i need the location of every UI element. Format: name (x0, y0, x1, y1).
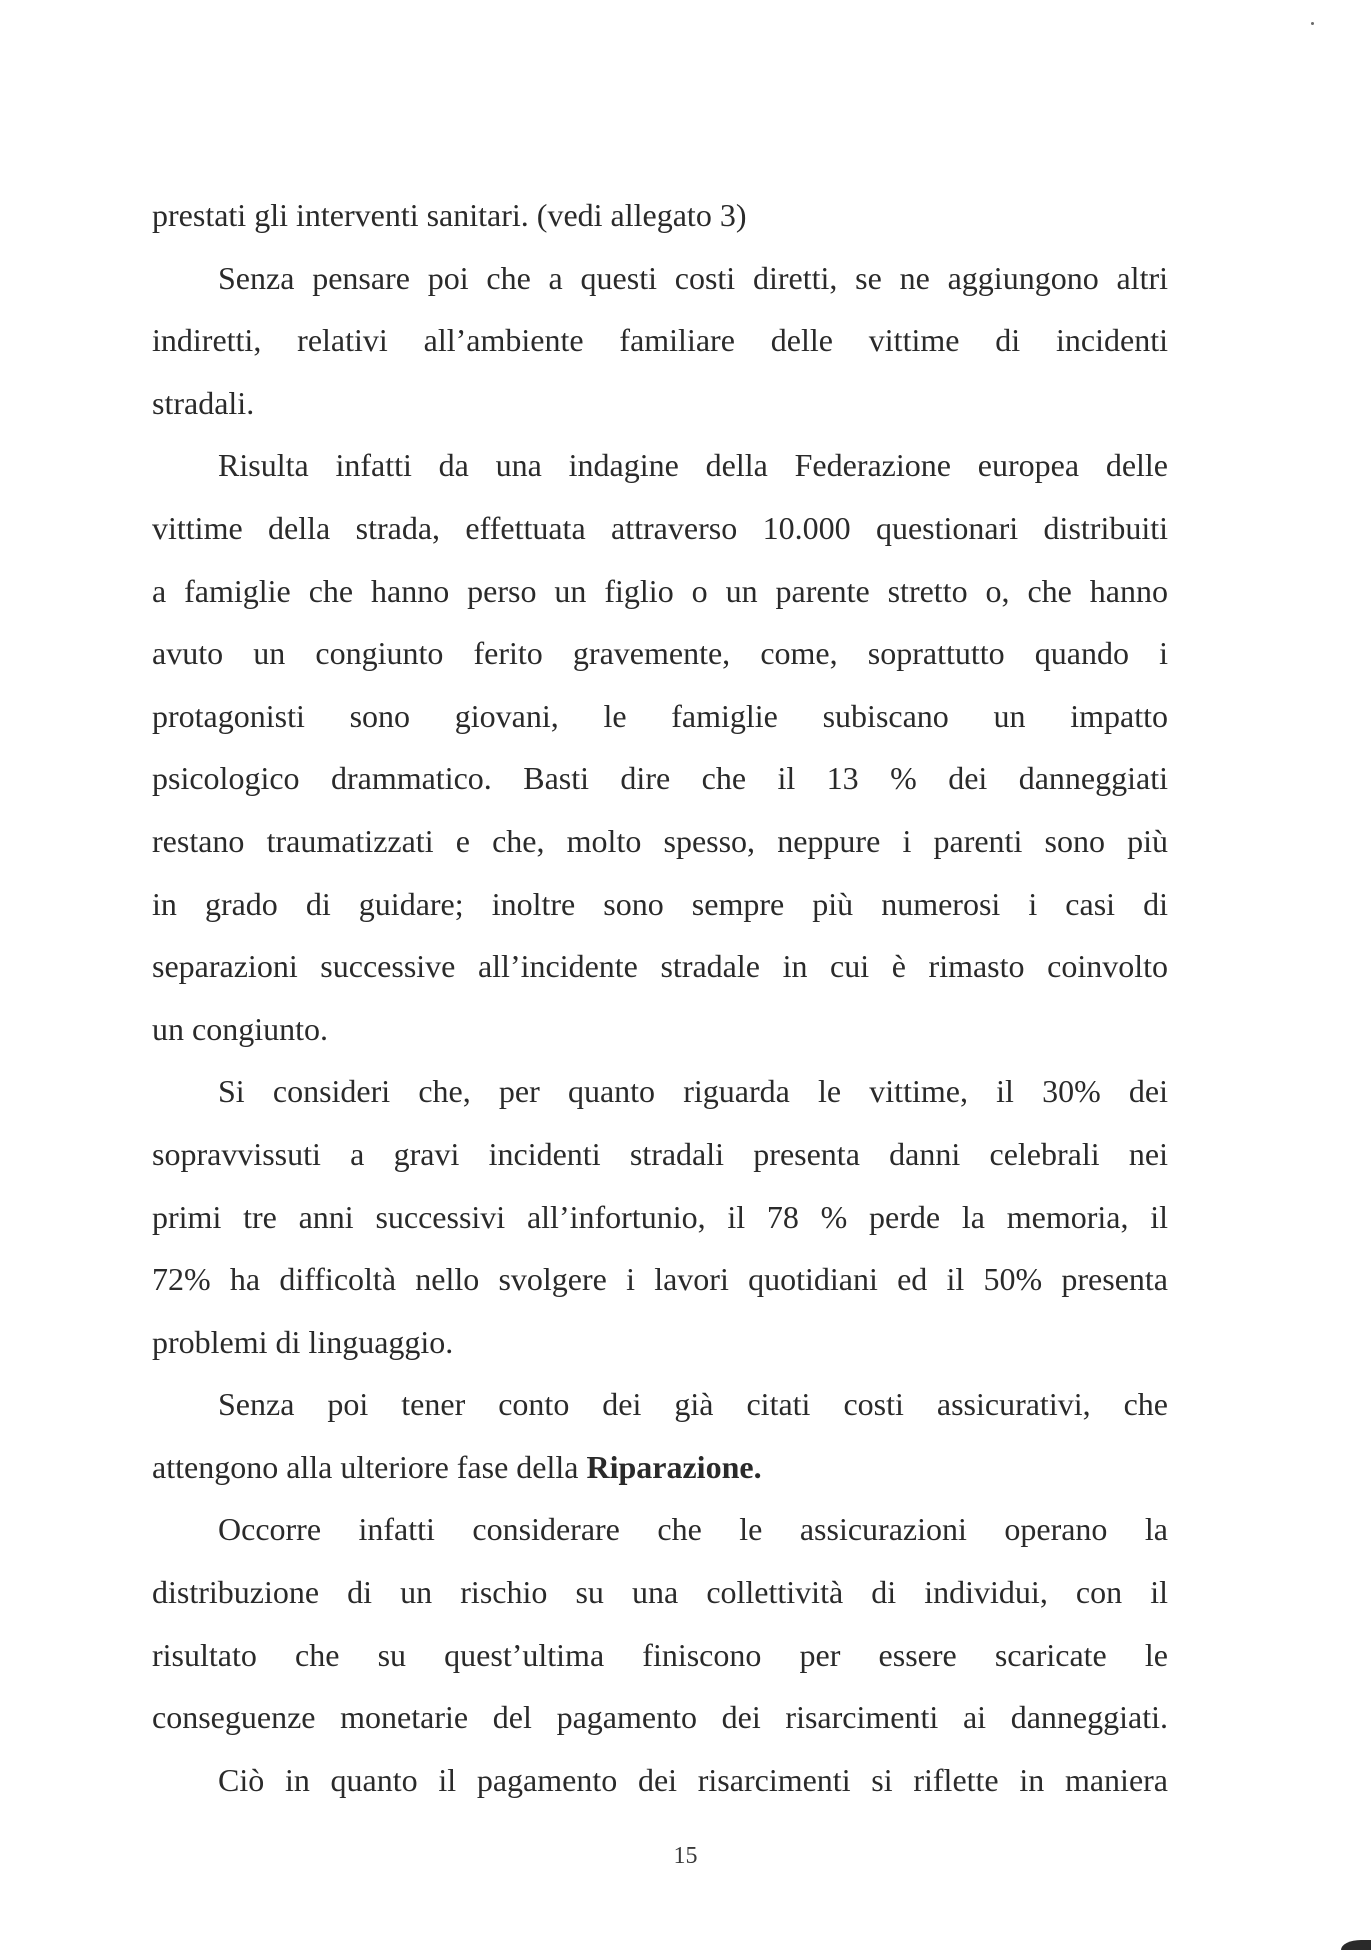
text-line: primi tre anni successivi all’infortunio, il 78 % perde la memoria, il (152, 1198, 1168, 1235)
page-number: 15 (673, 1843, 698, 1869)
text-line: un congiunto. (152, 1010, 328, 1047)
text-line: conseguenze monetarie del pagamento dei risarcimenti ai danneggiati. (152, 1699, 1168, 1736)
scan-speck (1311, 22, 1314, 25)
text-line: Occorre infatti considerare che le assicurazioni operano la (218, 1511, 1168, 1548)
text-line: protagonisti sono giovani, le famiglie subiscano un impatto (152, 697, 1168, 734)
text-line: Senza poi tener conto dei già citati costi assicurativi, che (218, 1386, 1168, 1423)
text-line: restano traumatizzati e che, molto spesso, neppure i parenti sono più (152, 822, 1168, 859)
text-line: risultato che su quest’ultima finiscono per essere scaricate le (152, 1636, 1168, 1673)
text-line: Ciò in quanto il pagamento dei risarcimenti si riflette in maniera (218, 1761, 1168, 1798)
text-line: Si consideri che, per quanto riguarda le vittime, il 30% dei (218, 1073, 1168, 1110)
text-line: prestati gli interventi sanitari. (vedi allegato 3) (152, 197, 747, 233)
text-line: distribuzione di un rischio su una collettività di individui, con il (152, 1574, 1168, 1611)
text-line: psicologico drammatico. Basti dire che il 13 % dei danneggiati (152, 760, 1168, 797)
text-line: indiretti, relativi all’ambiente familiare delle vittime di incidenti (152, 322, 1168, 359)
body-text (152, 184, 1168, 1811)
text-run: attengono alla ulteriore fase della (152, 1448, 587, 1485)
text-line: vittime della strada, effettuata attraverso 10.000 questionari distribuiti (152, 509, 1168, 546)
text-line: Senza pensare poi che a questi costi diretti, se ne aggiungono altri (218, 259, 1168, 296)
bold-term: Riparazione. (586, 1448, 762, 1485)
scan-edge-mark (1341, 1940, 1371, 1950)
text-line: Risulta infatti da una indagine della Federazione europea delle (218, 447, 1168, 484)
text-line: in grado di guidare; inoltre sono sempre più numerosi i casi di (152, 885, 1168, 922)
text-line: stradali. (152, 384, 255, 421)
text-line: sopravvissuti a gravi incidenti stradali presenta danni celebrali nei (152, 1135, 1168, 1172)
text-line: separazioni successive all’incidente stradale in cui è rimasto coinvolto (152, 948, 1168, 985)
text-line (152, 1436, 1168, 1499)
text-line: a famiglie che hanno perso un figlio o un parente stretto o, che hanno (152, 572, 1168, 609)
text-line: avuto un congiunto ferito gravemente, come, soprattutto quando i (152, 635, 1168, 672)
text-line: 72% ha difficoltà nello svolgere i lavori quotidiani ed il 50% presenta (152, 1261, 1168, 1298)
text-line: problemi di linguaggio. (152, 1323, 454, 1360)
